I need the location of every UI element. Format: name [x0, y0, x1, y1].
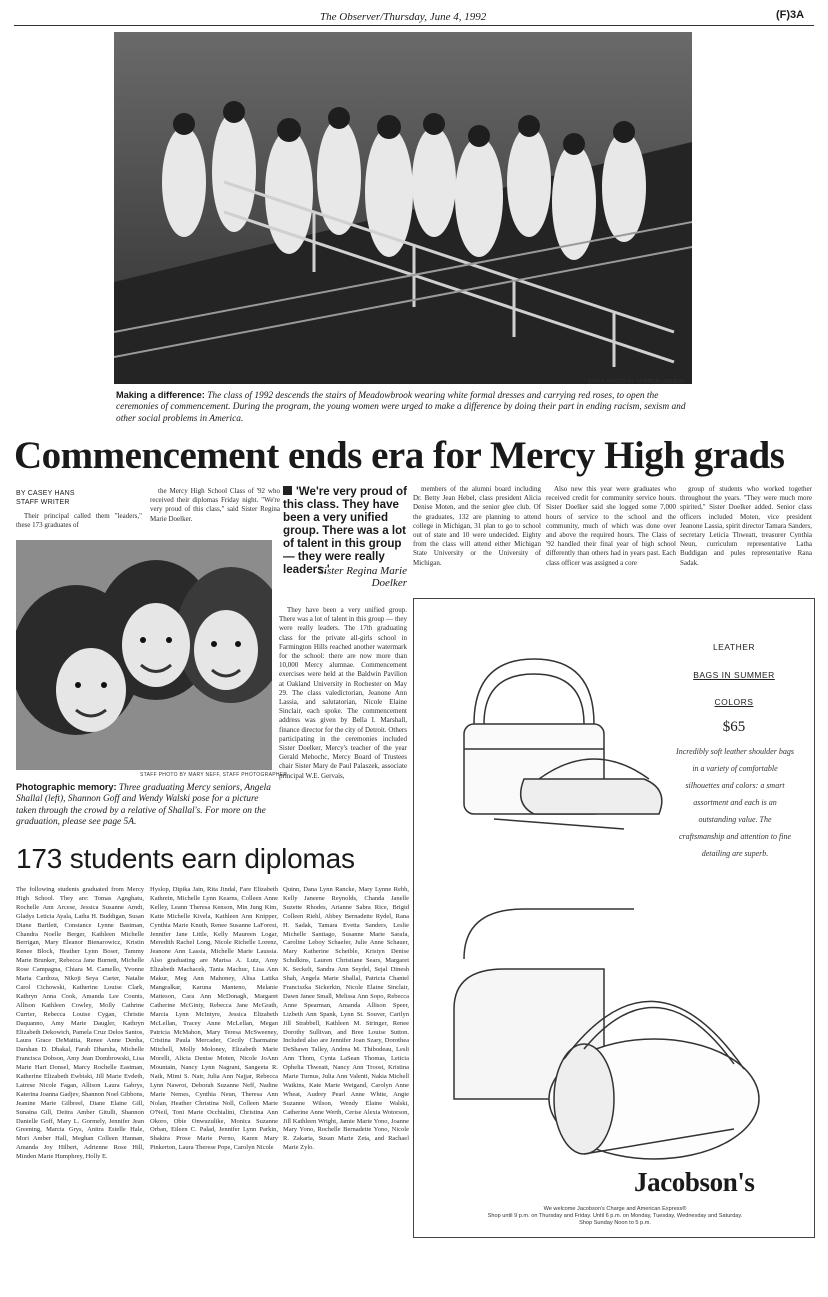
- caption-lead: Making a difference:: [116, 390, 205, 400]
- portrait-photo-credit: STAFF PHOTO BY MARY NEFF, STAFF PHOTOGRAPHER: [140, 772, 288, 778]
- diplomas-col-2: Hyslop, Dipika Jain, Rita Jindal, Fare Elizabeth Kathrein, Michelle Lynn Kearns, Colleen Anne Kelley, Leann Theresa Kenson, Min Jung Kim, Katie Michelle Kivela, Kathleen Ann Knipper, Cynthia Marie Knuth, Renee Susanne LaForest, Jennifer Jane Little, Kelly Maureen Logar, Meredith Rachel Long, Nicole Richelle Lorenz, Jeanone Ann Lassia, Michelle Marie Laussia. Also graduating are Marisa A. Lutz, Amy Elizabeth Machacek, Tania Machuc, Lisa Ann Makur, Meg Ann Mahoney, Alisa Latika Mangralkar, Karuna Manteno, Melanie Matteson, Cara Ann McDonagh, Margaret Catherine McGinty, Rebecca Jane McGrath, Marcia Lynn McIntyre, Jessica Elizabeth McLellan, Tracey Anne McLellan, Megan Patricia McMahon, Mary Teresa McSweeney, Cristina Paula Mercader, Cecily Charmaine Mitchell, Molly Moloney, Elizabeth Marie Morelli, Alicia Denise Moten, Nicole JoAnn Mountain, Nancy Lynn Nagrant, Sangeeta R. Naik, Mimi S. Nair, Julia Ann Najjar, Rebecca Lynn Nawrot, Deborah Suzanne Neff, Nadine Marie Nemes, Cynthia Neun, Theresa Ann Nolan, Heather Christina Noll, Colleen Marie O'Neil, Toni Marie Occhialini, Christina Ann Okoro, Obie Onwuzulike, Monica Suzanne Orban, Eileen C. Palad, Jennifer Lynn Parkin, Shakira Prose Marie Perno, Karen Mary Pinkerton, Laura Therese Pope, Carolyn Nicole: [150, 886, 278, 1152]
- diplomas-subhead: 173 students earn diplomas: [16, 843, 355, 874]
- diplomas-col-1: The following students graduated from Mercy High School. They are: Tomas Agnghatu, Rochelle Ann Arcese, Jessica Susanne Arndt, Gladys Leticia Ayala, Latha H. Buddigan, Susan Diane Bartlett, Constance Lynne Bastman, Chandra Noelle Berger, Kathleen Michelle Berrigan, Mary Eleanor Bienarowicz, Kristin Renee Block, Heather Lynn Boser, Tammy Marie Brunker, Rebecca Jane Burnett, Michelle Rose Campagna, Chiara M. Camello, Yvonne Maria Cardoza, Nikoji Seya Carter, Natalie Carol Cichowski, Katherine Louise Clark, Kathryn Anna Cook, Amanda Lee Counts, Allison Kathleen Cowley, Molly Cathrine Currier, Rebecca Louise Cygan, Christie Daquanno, Amy Marie Daugler, Kathryn Elizabeth Dekowich, Pamela Cruz Delos Santos, Laura Grace DeMattia, Renee Anne Denha, Darshan D. Dhakal, Farah Dharsha, Michelle Francisca Dobson, Amy Jean Dombrowski, Lisa Marie Hart Donsel, Marcy Rochelle Eastman, Katherine Elizabeth Ewbiski, Jill Marie Evdeth, Latrese Nicole Fagan, Allison Laura Gabrys, Katerina Joanna Gadjev, Shannon Noel Gibbons, Jeanine Marie Gilbreel, Diane Elaine Gill, Sunaina Gill, Deitra Amber Gitulli, Shannon Danielle Goff, Mary L. Gormely, Jennifer Jean Greening, Marcia Grys, Anitra Estelle Hale, Mori Amber Hall, Meghan Colleen Hannan, Amanda Joy Hilbert, Adrienne Rose Hill, Minden Marie Humphrey, Holly E.: [16, 886, 144, 1161]
- byline-role: STAFF WRITER: [16, 498, 70, 506]
- shoulder-bag-icon: [444, 629, 684, 839]
- article-col-2: the Mercy High School Class of '92 who received their diplomas Friday night. "We're very proud of this class," said Sister Regina Marie Doelker.: [150, 487, 280, 523]
- commencement-photo: [114, 32, 692, 384]
- portrait-photo-caption: [16, 782, 274, 829]
- byline-name: BY CASEY HANS: [16, 490, 75, 497]
- top-photo-credit: STAFF PHOTO BY SHARON LEMIEUX: [588, 379, 686, 385]
- masthead-rule: [14, 25, 814, 26]
- article-col-5: Also new this year were graduates who received credit for community service hours. Sister Doelker said she logged some 7,000 hours of service to the school and the community, much of which was done over and above the required hours. The Class of '92 handled their final year of high school differently than others had in years past. Each class officer was assigned a core: [546, 485, 676, 567]
- portrait-photo-art: [16, 540, 272, 770]
- article-col-1: Their principal called them "leaders," these 173 graduates of: [16, 512, 142, 530]
- pull-quote-box-icon: [283, 486, 292, 495]
- portrait-caption-body: Three graduating Mercy seniors, Angela Shallal (left), Shannon Goff and Wendy Walski pose for a picture taken through the crowd by a relative of Shallal's. For more on the graduation, please see page 5A.: [16, 783, 271, 828]
- jacobsons-logo: Jacobson's: [634, 1167, 755, 1197]
- ad-line-3: COLORS: [714, 697, 754, 707]
- diplomas-col-3: Quinn, Dana Lynn Rancke, Mary Lynne Rebh, Kelly Janeene Reynolds, Chanda Janelle Suzette Rhodes, Arianne Sabra Rice, Brigid Colleen Riehl, Abbey Bernadette Rydel, Rana H. Sadak, Tamara Evetta Sanders, Leslie Michelle Santiago, Susanne Marie Sarafa, Caroline Leboy Schaefer, Julie Anne Schauer, Mary Katherine Scheible, Kristyn Denise Schulkins, Lauren Christiane Sears, Margaret K. Seckelt, Sandra Ann Seydel, Sejal Dinesh Shah, Angela Marie Shallal, Patricia Chantel Franciszka Sickerkin, Nicole Elaine Sinclair, Dawn Janee Small, Melissa Ann Sopo, Rebecca Anne Spearman, Amanda Allison Speer, Lizbeth Ann Spank, Lynn St. Souver, Carilyn Jill Strabbell, Kathleen M. Stringer, Renee Dorothy Sullivan, and Bree Louise Sutton. Included also are Jennifer Joan Szary, Dorothea DeShawn Talley, Andrea M. Thibodeau, Lesli Ann Thom, Cynta LaSean Thomas, Leticia Ophelia Thweatt, Nancy Ann Troost, Kristina Marie Turnus, Julia Ann Valenti, Nakia Michell Watkins, Kate Marie Weigand, Carolyn Anne Wheat, Audrey Pearl Anne White, Angie Suzanne Wilson, Wendy Elaine Walski, Catherine Anne Werth, Cerise Alexia Wotorson, Jill Kathleen Wright, Jamie Marie Yono, Joanne Mary Yono, Rochelle Bernadette Yono, Nicole R. Zakaria, Susan Marie Zeta, and Rachael Marie Zylo.: [283, 886, 409, 1152]
- pull-quote: 'We're very proud of this class. They have been a very unified group. There was a lot of talent in this group — they were really leaders.': [283, 485, 407, 576]
- byline: [16, 490, 136, 507]
- portrait-photo: [16, 540, 272, 770]
- headline: Commencement ends era for Mercy High grads: [14, 434, 785, 477]
- caption-body: The class of 1992 descends the stairs of Meadowbrook wearing white formal dresses and carrying red roses, to open the ceremonies of commencement. During the program, the young women were urged to make a difference by doing their part in ending racism, sexism and other social problems in America.: [116, 391, 686, 424]
- ad-copy: Incredibly soft leather shoulder bags in a variety of comfortable silhouettes and colors: a smart assortment and each is an outstanding value. The craftsmanship and attention to fine detailing are superb.: [676, 747, 794, 858]
- commencement-photo-art: [114, 32, 692, 384]
- jacobsons-ad: [413, 598, 815, 1238]
- duffel-bag-icon: [444, 899, 764, 1169]
- ad-footer: [424, 1206, 806, 1227]
- ad-footer-1: We welcome Jacobson's Charge and American Express®: [543, 1206, 687, 1212]
- ad-line-1: LEATHER: [712, 642, 756, 652]
- ad-footer-2: Shop until 9 p.m. on Thursday and Friday. Until 6 p.m. on Monday, Tuesday, Wednesday and Saturday.: [487, 1213, 743, 1219]
- article-col-4: members of the alumni board including Dr. Betty Jean Hebel, class president Alicia Denise Moten, and the senior glee club. Of the graduates, 132 are planning to attend college in Michigan, 31 plan to go to school out of state and 10 were undecided. Eighty from the class will attend either Michigan State University or the University of Michigan.: [413, 485, 541, 567]
- article-col-3: They have been a very unified group. There was a lot of talent in this group — they were really leaders. The 17th graduating class for the private all-girls school in Farmington Hills reached another watermark for the school: there are now more than 10,000 Mercy alumnae. Commencement exercises were held at the Baldwin Pavilion at Oakland University in Rochester on May 29. The class valedictorian, Jeanone Ann Lassia, and salutatorian, Nicole Elaine Sinclair, each spoke. The commencement address was given by Bella I. Marshall, finance director for the city of Detroit. Others participating in the ceremonies included Sister Doelker, Mercy's teacher of the year Gerald Mehochc, Mercy Board of Trustees chair Sister Mary de Paul Palaszek, associate principal W.E. Gervais,: [279, 606, 407, 780]
- top-photo-caption: [116, 390, 692, 425]
- running-head: The Observer/Thursday, June 4, 1992: [320, 11, 487, 23]
- page-number: (F)3A: [776, 9, 805, 21]
- portrait-caption-lead: Photographic memory:: [16, 782, 117, 792]
- ad-line-2: BAGS IN SUMMER: [693, 670, 775, 680]
- ad-footer-3: Shop Sunday Noon to 5 p.m.: [579, 1220, 651, 1226]
- article-col-6: group of students who worked together throughout the years. "They were much more spirited," Sister Doelker added. Senior class officers included Moten, vice president Jeanone Lassia, spirit director Tamara Sanders, secretary Leticia Thweatt, treasurer Cynthia Neun, curriculum representative Latha Buddigan and pules representative Rana Sadak.: [680, 485, 812, 567]
- ad-price: $65: [722, 719, 746, 735]
- pull-quote-attribution: Sister Regina Marie Doelker: [318, 565, 407, 589]
